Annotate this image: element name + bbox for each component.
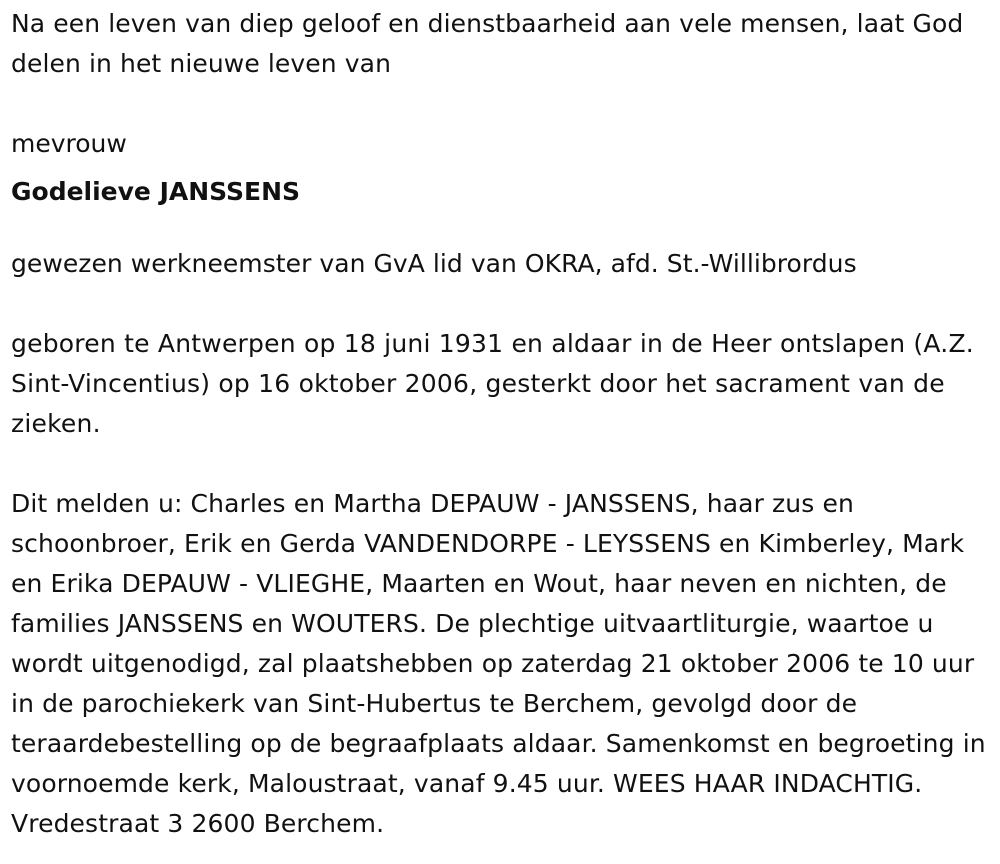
obituary-notice — [11, 4, 993, 844]
occupation-text: gewezen werkneemster van GvA lid van OKRA, afd. St.-Willibrordus — [11, 249, 857, 278]
paragraph-spacer — [11, 444, 993, 484]
deceased-name: Godelieve JANSSENS — [11, 177, 301, 206]
paragraph-spacer — [11, 84, 993, 124]
intro-text: Na een leven van diep geloof en dienstbaarheid aan vele mensen, laat God delen in het nieuwe leven van — [11, 9, 964, 78]
birth-death-text: geboren te Antwerpen op 18 juni 1931 en aldaar in de Heer ontslapen (A.Z. Sint-Vincentius) op 16 oktober 2006, gesterkt door het sacrament van de zieken. — [11, 329, 974, 438]
salutation-text: mevrouw — [11, 129, 127, 158]
announcement-text: Dit melden u: Charles en Martha DEPAUW - JANSSENS, haar zus en schoonbroer, Erik en Gerda VANDENDORPE - LEYSSENS en Kimberley, Mark en Erika DEPAUW - VLIEGHE, Maarten en Wout, haar neven en nichten, de families JANSSENS en WOUTERS. De plechtige uitvaartliturgie, waartoe u wordt uitgenodigd, zal plaatshebben op zaterdag 21 oktober 2006 te 10 uur in de parochiekerk van Sint-Hubertus te Berchem, gevolgd door de teraardebestelling op de begraafplaats aldaar. Samenkomst en begroeting in voornoemde kerk, Maloustraat, vanaf 9.45 uur. WEES HAAR INDACHTIG. Vredestraat 3 2600 Berchem. — [11, 489, 986, 838]
paragraph-spacer — [11, 284, 993, 324]
